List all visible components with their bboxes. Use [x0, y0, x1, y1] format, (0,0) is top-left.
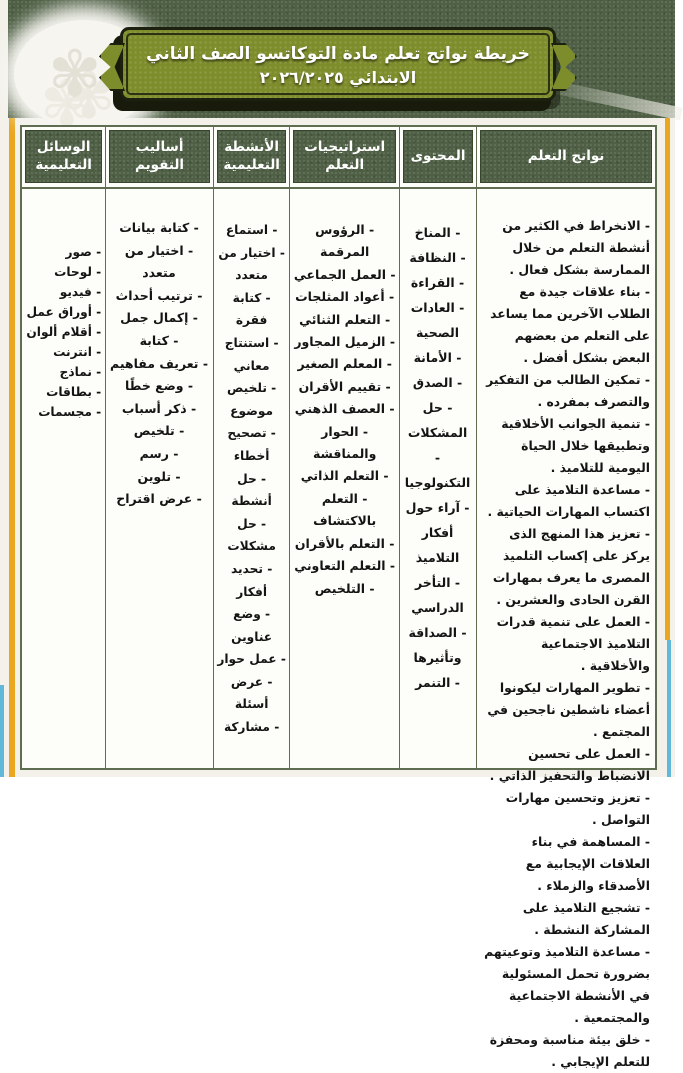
list-item: - الزميل المجاور	[293, 331, 396, 353]
column-header-evaluation: أساليب التقويم	[109, 130, 210, 183]
list-item: - التعلم بالأقران	[293, 533, 396, 555]
list-item: - التأخر الدراسي	[403, 570, 472, 620]
column-header-activities: الأنشطة التعليمية	[217, 130, 287, 183]
list-item: - فيديو	[25, 282, 101, 302]
list-item: - المساهمة في بناء العلاقات الإيجابية مع الأصدقاء والزملاء .	[481, 831, 650, 897]
column-strategies	[290, 127, 400, 768]
list-item: - تشجيع التلاميذ على المشاركة النشطة .	[481, 897, 650, 941]
list-item: - أعواد المثلجات	[293, 286, 396, 308]
list-item: - تلخيص	[109, 420, 209, 443]
list-item: - بطاقات	[25, 382, 101, 402]
column-media	[22, 127, 106, 768]
list-item: - العمل الجماعي	[293, 264, 396, 286]
list-item: - حل مشكلات	[217, 513, 287, 558]
list-item: - العمل على تنمية قدرات التلاميذ الاجتماعية والأخلاقية .	[481, 611, 650, 677]
list-item: - الأمانة	[403, 345, 472, 370]
list-item: - استنتاج معاني	[217, 332, 287, 377]
list-item: - الصداقة وتأثيرها	[403, 620, 472, 670]
list-item: - العادات الصحية	[403, 295, 472, 345]
page-title-line1: خريطة نواتج تعلم مادة التوكاتسو الصف الثاني	[146, 44, 530, 65]
list-item: - لوحات	[25, 262, 101, 282]
list-item: - بناء علاقات جيدة مع الطلاب الآخرين مما يساعد على التعلم من بعضهم البعض بشكل أفضل .	[481, 281, 650, 369]
list-item: - التعلم التعاوني	[293, 555, 396, 577]
list-item: - الحوار والمناقشة	[293, 421, 396, 466]
column-header-strategies: استراتيجيات التعلم	[293, 130, 396, 183]
list-item: - انترنت	[25, 342, 101, 362]
flower-icon: ✾	[48, 38, 102, 112]
list-item: - عرض أسئلة	[217, 671, 287, 716]
list-item: - العصف الذهني	[293, 398, 396, 420]
list-item: - كتابة فقرة	[217, 287, 287, 332]
list-item: - الصدق	[403, 370, 472, 395]
list-item: - التعلم الذاتي	[293, 465, 396, 487]
list-item: - تلوين	[109, 466, 209, 489]
list-item: - كتابة بيانات	[109, 217, 209, 240]
list-item: - عرض اقتراح	[109, 488, 209, 511]
column-items	[22, 186, 105, 422]
list-item: - تعريف مفاهيم	[109, 353, 209, 376]
list-item: - اختيار من متعدد	[217, 242, 287, 287]
list-item: - وضع عناوين	[217, 603, 287, 648]
list-item: - آراء حول أفكار التلاميذ	[403, 495, 472, 570]
left-edge-blue-stripe	[0, 685, 4, 777]
column-header-content: المحتوى	[403, 130, 473, 183]
list-item: - نماذج	[25, 362, 101, 382]
column-items	[106, 186, 213, 511]
right-edge-blue-stripe	[667, 640, 671, 777]
list-item: - التكنولوجيا	[403, 445, 472, 495]
column-header-media: الوسائل التعليمية	[25, 130, 102, 183]
list-item: - القراءة	[403, 270, 472, 295]
column-items	[400, 186, 476, 695]
banner-frame	[126, 33, 550, 95]
list-item: - تصحيح أخطاء	[217, 422, 287, 467]
list-item: - التلخيص	[293, 578, 396, 600]
list-item: - تحديد أفكار	[217, 558, 287, 603]
page-title-line2: الابتدائي ٢٠٢٦/٢٠٢٥	[259, 67, 417, 87]
list-item: - المعلم الصغير	[293, 353, 396, 375]
list-item: - وضع خطًا	[109, 375, 209, 398]
list-item: - أوراق عمل	[25, 302, 101, 322]
list-item: - أقلام ألوان	[25, 322, 101, 342]
outcomes-map-table	[20, 125, 657, 1069]
column-content	[400, 127, 477, 768]
list-item: - إكمال جمل	[109, 307, 209, 330]
list-item: - مجسمات	[25, 402, 101, 422]
column-items	[290, 186, 399, 600]
left-edge-yellow-stripe	[9, 18, 15, 777]
list-item: - تلخيص موضوع	[217, 377, 287, 422]
list-item: - الرؤوس المرقمة	[293, 219, 396, 264]
list-item: - تنمية الجوانب الأخلاقية وتطبيقها خلال الحياة اليومية للتلاميذ .	[481, 413, 650, 479]
column-outcomes	[477, 127, 655, 1069]
list-item: - التعلم بالاكتشاف	[293, 488, 396, 533]
list-item: - رسم	[109, 443, 209, 466]
list-item: - مشاركة	[217, 716, 287, 739]
table-columns	[22, 127, 655, 1069]
list-item: - حل المشكلات	[403, 395, 472, 445]
list-item: - تطوير المهارات ليكونوا أعضاء ناشطين ناجحين في المجتمع .	[481, 677, 650, 743]
column-items	[214, 186, 290, 739]
list-item: - ذكر أسباب	[109, 398, 209, 421]
list-item: - مساعدة التلاميذ وتوعيتهم بضرورة تحمل المسئولية في الأنشطة الاجتماعية والمجتمعية .	[481, 941, 650, 1029]
list-item: - التنمر	[403, 670, 472, 695]
column-items	[477, 186, 655, 1073]
list-item: - كتابة	[109, 330, 209, 353]
list-item: - صور	[25, 242, 101, 262]
list-item: - اختيار من متعدد	[109, 240, 209, 285]
column-evaluation	[106, 127, 214, 768]
header-row-divider	[22, 187, 655, 189]
list-item: - تقييم الأقران	[293, 376, 396, 398]
title-banner	[120, 27, 556, 101]
list-item: - ترتيب أحداث	[109, 285, 209, 308]
column-header-outcomes: نواتج التعلم	[480, 130, 652, 183]
list-item: - حل أنشطة	[217, 468, 287, 513]
right-edge-yellow-stripe	[665, 100, 670, 640]
column-activities	[214, 127, 291, 768]
list-item: - مساعدة التلاميذ على اكتساب المهارات الحياتية .	[481, 479, 650, 523]
list-item: - المناخ	[403, 220, 472, 245]
list-item: - خلق بيئة مناسبة ومحفزة للتعلم الإيجابي .	[481, 1029, 650, 1073]
list-item: - النظافة	[403, 245, 472, 270]
list-item: - تعزيز وتحسين مهارات التواصل .	[481, 787, 650, 831]
list-item: - عمل حوار	[217, 648, 287, 671]
list-item: - استماع	[217, 219, 287, 242]
list-item: - الانخراط في الكثير من أنشطة التعلم من خلال الممارسة بشكل فعال .	[481, 215, 650, 281]
list-item: - العمل على تحسين الانضباط والتحفيز الذاتي .	[481, 743, 650, 787]
list-item: - تمكين الطالب من التفكير والتصرف بمفرده .	[481, 369, 650, 413]
list-item: - التعلم الثنائي	[293, 309, 396, 331]
list-item: - تعزيز هذا المنهج الذى يركز على إكساب التلميذ المصرى ما يعرف بمهارات القرن الحادى والعشرين .	[481, 523, 650, 611]
